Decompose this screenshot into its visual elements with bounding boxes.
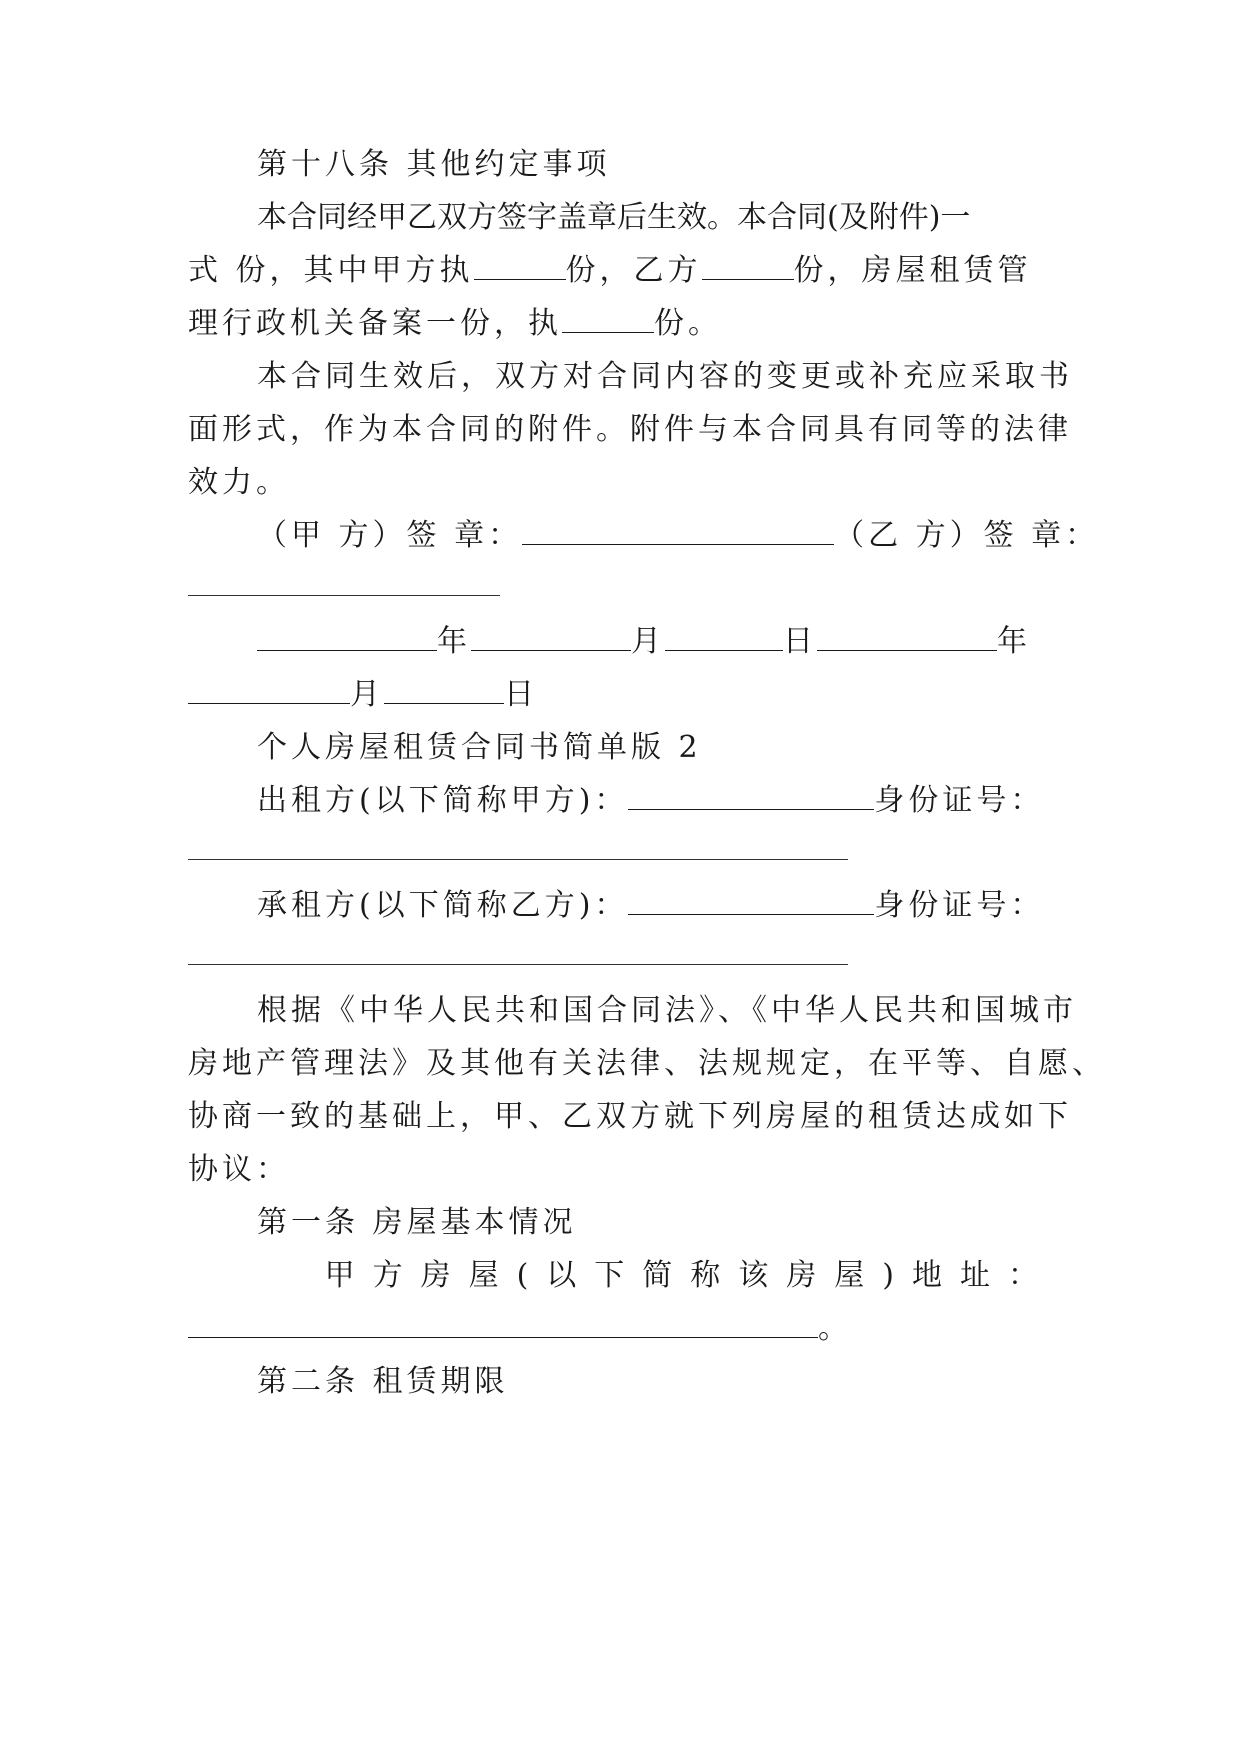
lessee-id-blank[interactable] [188, 964, 848, 965]
article-2-heading: 第二条 租赁期限 [257, 1364, 509, 1399]
month-label: 月 [350, 677, 384, 712]
lessor-id-blank[interactable] [188, 859, 848, 860]
party-a-sign-label: （甲 方）签 章： [257, 518, 523, 553]
paragraph-line: 根据《中华人民共和国合同法》、《中华人民共和国城市 [257, 993, 1077, 1028]
paragraph-line: 效力。 [188, 465, 290, 500]
year-label: 年 [437, 624, 471, 659]
paragraph-line: 面形式，作为本合同的附件。附件与本合同具有同等的法律 [188, 412, 1072, 447]
lessee-name-blank[interactable] [628, 888, 874, 915]
id-number-label: 身份证号： [874, 888, 1045, 923]
month-blank[interactable] [471, 624, 631, 651]
paragraph-line: 本合同生效后，双方对合同内容的变更或补充应采取书 [257, 359, 1073, 394]
text-segment: 份，房屋租赁管 [793, 253, 1032, 288]
article-1-heading: 第一条 房屋基本情况 [257, 1205, 577, 1240]
article-18-heading: 第十八条 其他约定事项 [257, 147, 611, 182]
lessee-label: 承租方(以下简称乙方)： [257, 888, 629, 923]
paragraph-line: 协商一致的基础上，甲、乙双方就下列房屋的租赁达成如下 [188, 1099, 1072, 1134]
signature-line [257, 516, 1099, 556]
day-label: 日 [783, 624, 817, 659]
text-segment: 份。 [654, 306, 722, 341]
day-label: 日 [504, 677, 538, 712]
lessee-line [257, 886, 1044, 926]
paragraph-line: 房地产管理法》及其他有关法律、法规规定，在平等、自愿、 [188, 1046, 1106, 1081]
paragraph-line [257, 198, 1056, 238]
text-segment: 本合同经甲乙双方签字盖章后生效。本合同(及附件)一 [257, 200, 971, 235]
year-blank[interactable] [817, 624, 997, 651]
address-line [188, 1309, 852, 1349]
period: 。 [818, 1311, 852, 1346]
year-blank[interactable] [257, 624, 437, 651]
lessor-label: 出租方(以下简称甲方)： [257, 783, 629, 818]
fill-blank[interactable] [702, 253, 794, 280]
month-label: 月 [631, 624, 665, 659]
date-line [188, 675, 538, 715]
year-label: 年 [997, 624, 1031, 659]
address-line: 甲方房屋(以下简称该房屋)地址： [324, 1258, 1056, 1293]
paragraph-line [188, 304, 722, 344]
lessor-line [257, 781, 1044, 821]
party-a-sign-blank[interactable] [522, 518, 834, 545]
fill-blank[interactable] [562, 306, 654, 333]
day-blank[interactable] [384, 677, 504, 704]
id-number-label: 身份证号： [874, 783, 1045, 818]
text-segment: 份，乙方 [565, 253, 702, 288]
text-segment: 理行政机关备案一份，执 [188, 306, 562, 341]
party-b-sign-label: （乙 方）签 章： [834, 518, 1100, 553]
lessor-name-blank[interactable] [628, 783, 874, 810]
document-2-title: 个人房屋租赁合同书简单版 2 [257, 730, 702, 765]
date-line [257, 622, 1031, 662]
text-segment: 式 份，其中甲方执 [188, 253, 474, 288]
month-blank[interactable] [188, 677, 350, 704]
fill-blank[interactable] [474, 253, 566, 280]
paragraph-line [188, 251, 1032, 291]
paragraph-line: 协议： [188, 1152, 290, 1187]
address-blank[interactable] [188, 1311, 818, 1338]
party-b-sign-blank[interactable] [188, 595, 500, 596]
day-blank[interactable] [665, 624, 783, 651]
